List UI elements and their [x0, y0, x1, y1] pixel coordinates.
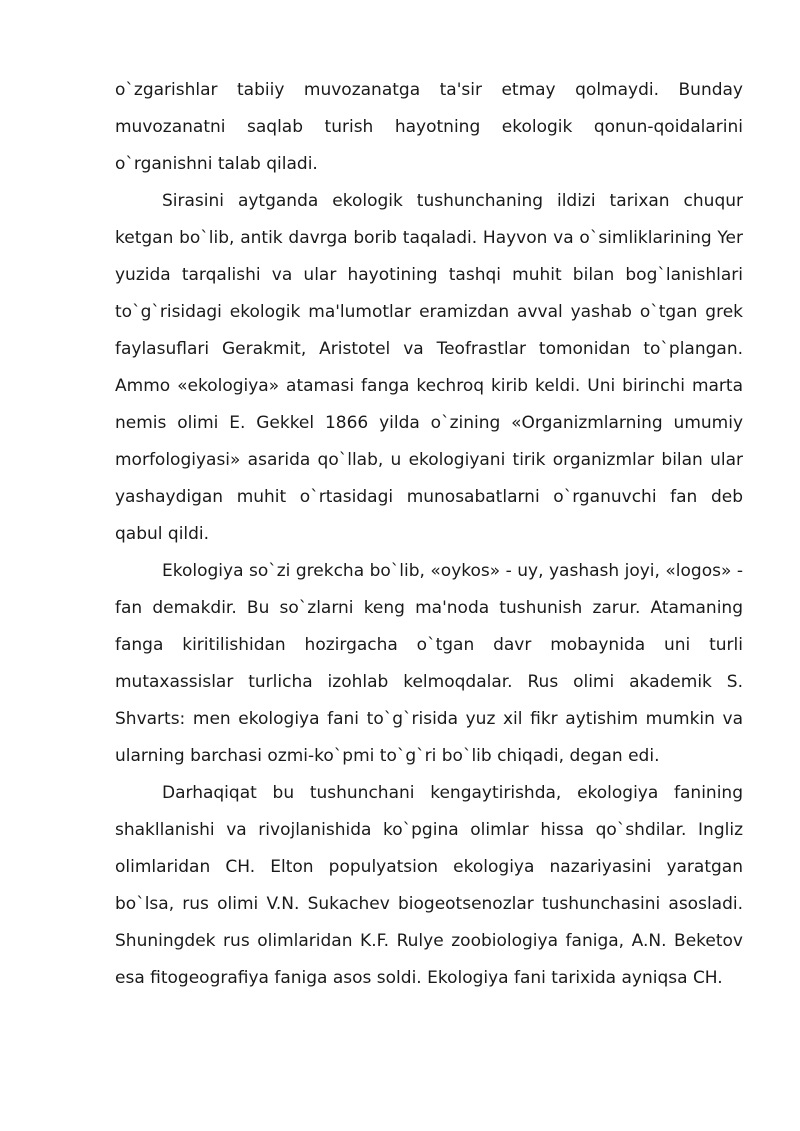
paragraph-ecology-etymology: Ekologiya so`zi grekcha bo`lib, «oykos» - uy, yashash joyi, «logos» - fan demakdir. Bu so`zlarni keng ma'noda tushunish zarur. Atamaning fanga kiritilishidan hozirgacha o`tgan davr mobaynida uni turli mutaxassislar turlicha izohlab kelmoqdalar. Rus olimi akademik S. Shvarts: men ekologiya fani to`g`risida yuz xil fikr aytishim mumkin va ularning barchasi ozmi-ko`pmi to`g`ri bo`lib chiqadi, degan edi.: [115, 561, 743, 766]
paragraph-ecology-history: Sirasini aytganda ekologik tushunchaning ildizi tarixan chuqur ketgan bo`lib, antik davrga borib taqaladi. Hayvon va o`simliklarining Yer yuzida tarqalishi va ular hayotining tashqi muhit bilan bog`lanishlari to`g`risidagi ekologik ma'lumotlar eramizdan avval yashab o`tgan grek faylasuflari Gerakmit, Aristotel va Teofrastlar tomonidan to`plangan. Ammo «ekologiya» atamasi fanga kechroq kirib keldi. Uni birinchi marta nemis olimi E. Gekkel 1866 yilda o`zining «Organizmlarning umumiy morfologiyasi» asarida qo`llab, u ekologiyani tirik organizmlar bilan ular yashaydigan muhit o`rtasidagi munosabatlarni o`rganuvchi fan deb qabul qildi.: [115, 191, 743, 544]
document-body: [115, 72, 743, 997]
paragraph-continuation: o`zgarishlar tabiiy muvozanatga ta'sir etmay qolmaydi. Bunday muvozanatni saqlab turish hayotning ekologik qonun-qoidalarini o`rganishni talab qiladi.: [115, 80, 743, 174]
paragraph-ecology-scientists: Darhaqiqat bu tushunchani kengaytirishda, ekologiya fanining shakllanishi va rivojlanishida ko`pgina olimlar hissa qo`shdilar. Ingliz olimlaridan CH. Elton populyatsion ekologiya nazariyasini yaratgan bo`lsa, rus olimi V.N. Sukachev biogeotsenozlar tushunchasini asosladi. Shuningdek rus olimlaridan K.F. Rulye zoobiologiya faniga, A.N. Beketov esa fitogeografiya faniga asos soldi. Ekologiya fani tarixida ayniqsa CH.: [115, 783, 743, 988]
